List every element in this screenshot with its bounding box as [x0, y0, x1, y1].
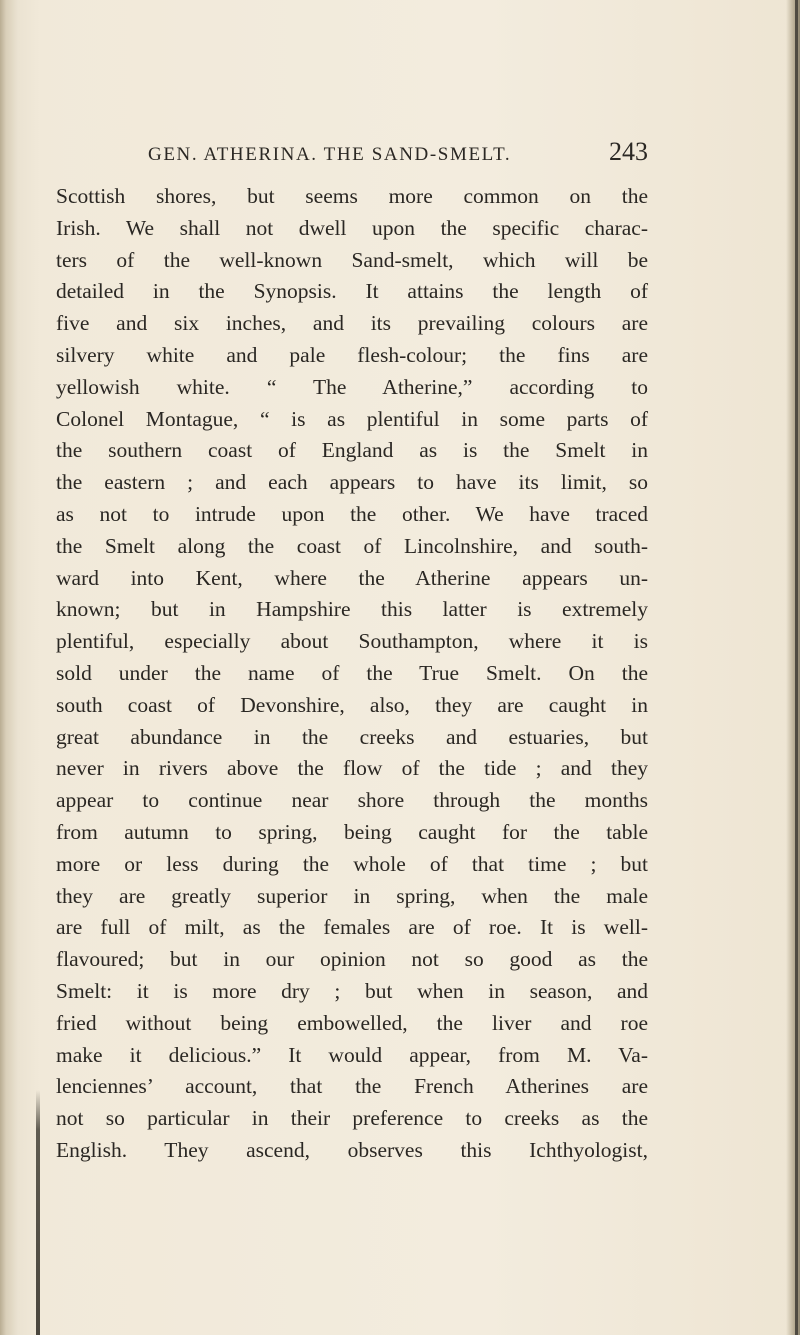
page-number: 243: [609, 137, 648, 166]
text-line: as not to intrude upon the other. We have traced: [56, 501, 648, 526]
text-line: silvery white and pale flesh-colour; the fins are: [56, 342, 648, 367]
text-line: ters of the well-known Sand-smelt, which will be: [56, 247, 648, 272]
body-text: [56, 181, 648, 1167]
text-line: make it delicious.” It would appear, from M. Va-: [56, 1042, 648, 1067]
text-line: the southern coast of England as is the Smelt in: [56, 438, 648, 463]
text-line: are full of milt, as the females are of roe. It is well-: [56, 915, 648, 940]
page-gutter-shadow: [0, 0, 40, 1335]
text-line: never in rivers above the flow of the tide ; and they: [56, 756, 648, 781]
text-line: appear to continue near shore through the months: [56, 788, 648, 813]
text-line: Scottish shores, but seems more common on the: [56, 184, 648, 208]
text-line: Colonel Montague, “ is as plentiful in some parts of: [56, 406, 648, 431]
text-line: five and six inches, and its prevailing colours are: [56, 311, 648, 336]
text-line: English. They ascend, observes this Ichthyologist,: [56, 1137, 648, 1162]
text-line: plentiful, especially about Southampton, where it is: [56, 629, 648, 654]
text-line: fried without being embowelled, the liver and roe: [56, 1010, 648, 1035]
text-line: ward into Kent, where the Atherine appears un-: [56, 565, 648, 590]
running-head: GEN. ATHERINA. THE SAND-SMELT.: [148, 144, 512, 165]
text-line: Smelt: it is more dry ; but when in season, and: [56, 978, 648, 1003]
text-line: south coast of Devonshire, also, they are caught in: [56, 692, 648, 717]
page-edge-shadow: [786, 0, 800, 1335]
text-line: sold under the name of the True Smelt. On the: [56, 660, 648, 685]
text-line: great abundance in the creeks and estuaries, but: [56, 724, 648, 749]
text-line: from autumn to spring, being caught for the table: [56, 819, 648, 844]
text-line: more or less during the whole of that time ; but: [56, 851, 648, 876]
text-line: the eastern ; and each appears to have its limit, so: [56, 470, 648, 495]
text-line: not so particular in their preference to creeks as the: [56, 1106, 648, 1131]
text-line: yellowish white. “ The Atherine,” according to: [56, 374, 648, 399]
text-line: the Smelt along the coast of Lincolnshire, and south-: [56, 533, 648, 558]
text-line: they are greatly superior in spring, when the male: [56, 883, 648, 908]
text-line: flavoured; but in our opinion not so good as the: [56, 947, 648, 972]
text-line: lenciennes’ account, that the French Atherines are: [56, 1074, 648, 1099]
text-line: detailed in the Synopsis. It attains the length of: [56, 279, 648, 304]
text-line: known; but in Hampshire this latter is extremely: [56, 597, 648, 622]
text-line: Irish. We shall not dwell upon the specific charac-: [56, 215, 648, 240]
page-header: [148, 137, 648, 171]
